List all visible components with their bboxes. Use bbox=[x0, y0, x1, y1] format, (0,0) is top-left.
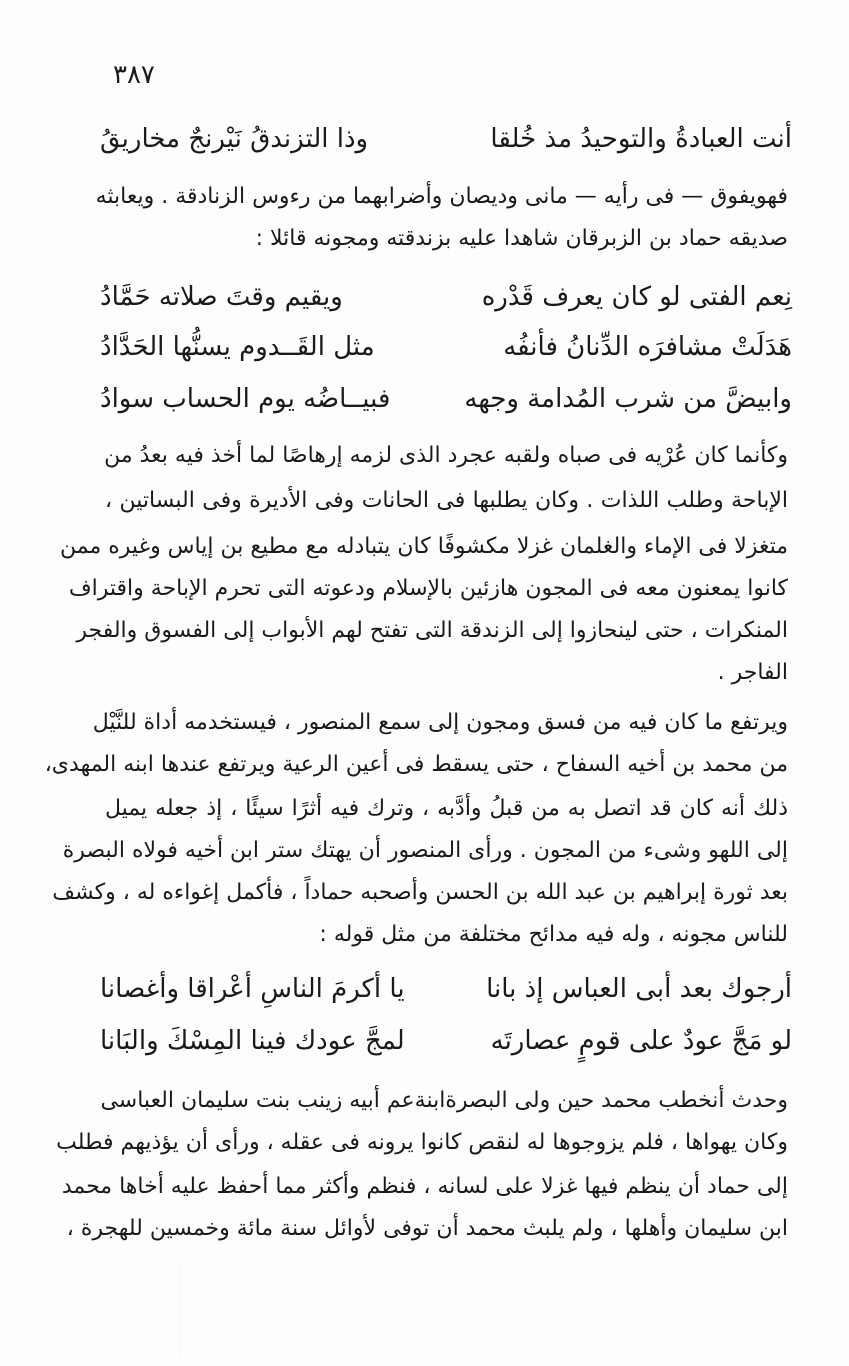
verse-line bbox=[100, 332, 792, 362]
verse-line bbox=[100, 974, 792, 1004]
verse-line bbox=[100, 1026, 792, 1056]
verse-hemistich-right: أنت العبادةُ والتوحيدُ مذ خُلقا bbox=[490, 124, 792, 154]
scan-artifact bbox=[180, 1265, 381, 1355]
prose-line: للناس مجونه ، وله فيه مدائح مختلفة من مثل قوله : bbox=[319, 922, 788, 947]
prose-line: من محمد بن أخيه السفاح ، حتى يسقط فى أعين الرعية ويرتفع عندها ابنه المهدى، bbox=[44, 752, 788, 777]
verse-hemistich-left: ويقيم وقتَ صلاته حَمَّادُ bbox=[100, 282, 343, 312]
verse-hemistich-right: لو مَجَّ عودٌ على قومٍ عصارتَه bbox=[490, 1026, 792, 1056]
prose-line: كانوا يمعنون معه فى المجون هازئين بالإسلام ودعوته التى تحرم الإباحة واقتراف bbox=[68, 576, 788, 601]
verse-hemistich-left: مثل القَــدوم يسنُّها الحَدَّادُ bbox=[100, 332, 375, 362]
verse-hemistich-right: نِعم الفتى لو كان يعرف قَدْره bbox=[481, 282, 792, 312]
prose-line: متغزلا فى الإماء والغلمان غزلا مكشوفًا كان يتبادله مع مطيع بن إياس وغيره ممن bbox=[60, 534, 788, 559]
verse-line bbox=[100, 124, 792, 154]
prose-line: إلى حماد أن ينظم فيها غزلا على لسانه ، فنظم وأكثر مما أحفظ عليه أخاها محمد bbox=[61, 1174, 788, 1199]
prose-line: ذلك أنه كان قد اتصل به من قبلُ وأدَّبه ، وترك فيه أثرًا سيئًا ، إذ جعله يميل bbox=[105, 796, 788, 821]
prose-line: المنكرات ، حتى لينحازوا إلى الزندقة التى تفتح لهم الأبواب إلى الفسوق والفجر bbox=[76, 618, 788, 643]
prose-line: صديقه حماد بن الزبرقان شاهدا عليه بزندقته ومجونه قائلا : bbox=[255, 226, 788, 251]
prose-line: ابن سليمان وأهلها ، ولم يلبث محمد أن توفى لأوائل سنة مائة وخمسين للهجرة ، bbox=[66, 1216, 788, 1241]
verse-hemistich-right: هَدَلَتْ مشافرَه الدِّنانُ فأنفُه bbox=[503, 332, 792, 362]
verse-hemistich-left: يا أكرمَ الناسِ أعْراقا وأغصانا bbox=[100, 974, 405, 1004]
prose-line: ويرتفع ما كان فيه من فسق ومجون إلى سمع المنصور ، فيستخدمه أداة للنَّيْل bbox=[92, 710, 788, 735]
prose-line: وكأنما كان عُرْيه فى صباه ولقبه عجرد الذى لزمه إرهاصًا لما أخذ فيه بعدُ من bbox=[104, 443, 788, 468]
verse-hemistich-left: فبيــاضُه يوم الحساب سوادُ bbox=[100, 384, 391, 414]
prose-line: الإباحة وطلب اللذات . وكان يطلبها فى الحانات وفى الأديرة وفى البساتين ، bbox=[105, 488, 788, 513]
verse-line bbox=[100, 282, 792, 312]
verse-hemistich-left: لمجَّ عودك فينا المِسْكَ والبَانا bbox=[100, 1026, 405, 1056]
page-number: ٣٨٧ bbox=[113, 60, 155, 90]
verse-hemistich-right: أرجوك بعد أبى العباس إذ بانا bbox=[486, 974, 792, 1004]
prose-line: فهويفوق — فى رأيه — مانى وديصان وأضرابهما من رءوس الزنادقة . ويعابثه bbox=[95, 184, 788, 209]
verse-hemistich-left: وذا التزندقُ نَيْرنجٌ مخاريقُ bbox=[100, 124, 369, 154]
prose-line: وحدث أنخطب محمد حين ولى البصرةابنةعم أبيه زينب بنت سليمان العباسى bbox=[100, 1088, 788, 1113]
verse-hemistich-right: وابيضَّ من شرب المُدامة وجهه bbox=[464, 384, 792, 414]
prose-line: وكان يهواها ، فلم يزوجوها له لنقص كانوا يرونه فى عقله ، ورأى أن يؤذيهم فطلب bbox=[56, 1130, 788, 1155]
prose-line: الفاجر . bbox=[717, 660, 788, 685]
prose-line: إلى اللهو وشىء من المجون . ورأى المنصور أن يهتك ستر ابن أخيه فولاه البصرة bbox=[62, 838, 788, 863]
verse-line bbox=[100, 384, 792, 414]
prose-line: بعد ثورة إبراهيم بن عبد الله بن الحسن وأصحبه حماداً ، فأكمل إغواءه له ، وكشف bbox=[52, 880, 788, 905]
